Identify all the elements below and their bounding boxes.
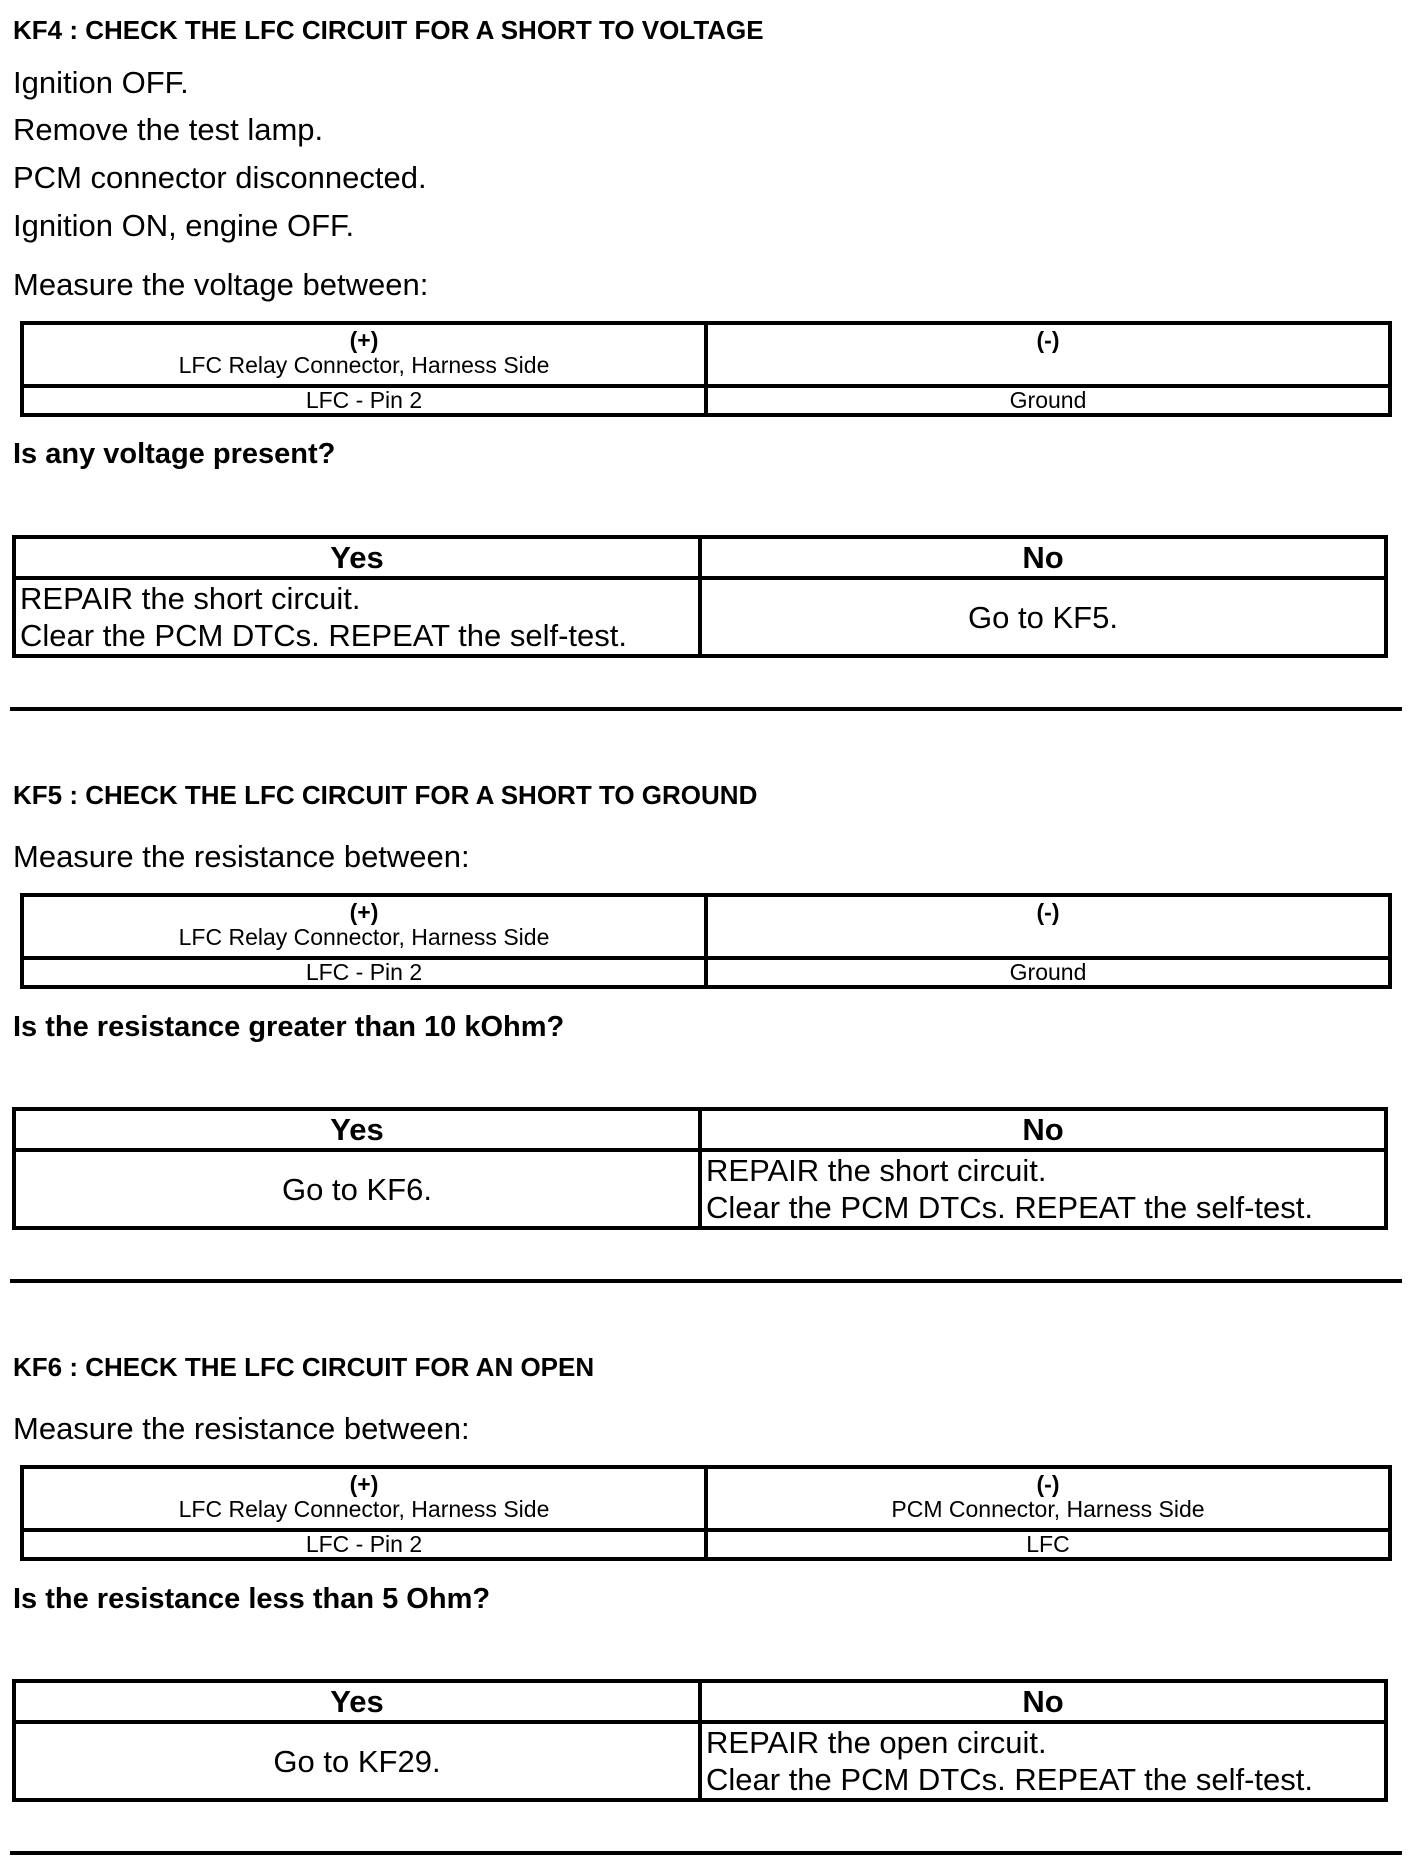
step-text: Ignition ON, engine OFF. bbox=[13, 208, 355, 243]
yes-result bbox=[14, 1150, 700, 1228]
positive-probe-header bbox=[22, 323, 706, 386]
negative-probe-header bbox=[706, 323, 1390, 386]
step-text: Remove the test lamp. bbox=[13, 112, 324, 147]
question-text: Is the resistance less than 5 Ohm? bbox=[13, 1583, 491, 1615]
positive-connector: LFC Relay Connector, Harness Side bbox=[178, 352, 550, 378]
section-divider bbox=[10, 1851, 1402, 1855]
question-text: Is any voltage present? bbox=[13, 438, 336, 470]
no-header: No bbox=[700, 1681, 1386, 1722]
result-line: Clear the PCM DTCs. REPEAT the self-test. bbox=[706, 1190, 1313, 1225]
yes-header: Yes bbox=[14, 1109, 700, 1150]
result-table bbox=[12, 1107, 1388, 1230]
positive-probe-header bbox=[22, 1467, 706, 1530]
result-line: REPAIR the short circuit. bbox=[20, 581, 361, 616]
measurement-table bbox=[20, 893, 1392, 989]
step-text: Ignition OFF. bbox=[13, 65, 189, 100]
negative-label: (-) bbox=[1036, 327, 1060, 353]
result-line: Go to KF29. bbox=[273, 1743, 441, 1779]
section-divider bbox=[10, 707, 1402, 711]
negative-pin: LFC bbox=[706, 1530, 1390, 1559]
no-result bbox=[700, 1722, 1386, 1800]
negative-label: (-) bbox=[1036, 1471, 1060, 1497]
result-line: REPAIR the open circuit. bbox=[706, 1725, 1047, 1760]
positive-connector: LFC Relay Connector, Harness Side bbox=[178, 1496, 550, 1522]
result-line: REPAIR the short circuit. bbox=[706, 1153, 1047, 1188]
negative-pin: Ground bbox=[706, 958, 1390, 987]
positive-label: (+) bbox=[349, 327, 379, 353]
result-line: Go to KF5. bbox=[968, 599, 1118, 635]
negative-label: (-) bbox=[1036, 899, 1060, 925]
result-line: Clear the PCM DTCs. REPEAT the self-test. bbox=[20, 618, 627, 653]
no-result bbox=[700, 578, 1386, 656]
measure-label: Measure the resistance between: bbox=[13, 839, 470, 874]
section-title-kf5: KF5 : CHECK THE LFC CIRCUIT FOR A SHORT TO GROUND bbox=[13, 780, 758, 810]
negative-pin: Ground bbox=[706, 386, 1390, 415]
no-header: No bbox=[700, 1109, 1386, 1150]
negative-probe-header bbox=[706, 1467, 1390, 1530]
section-title-kf6: KF6 : CHECK THE LFC CIRCUIT FOR AN OPEN bbox=[13, 1352, 595, 1382]
result-table bbox=[12, 535, 1388, 658]
positive-probe-header bbox=[22, 895, 706, 958]
no-result bbox=[700, 1150, 1386, 1228]
result-line: Clear the PCM DTCs. REPEAT the self-test. bbox=[706, 1762, 1313, 1797]
question-text: Is the resistance greater than 10 kOhm? bbox=[13, 1011, 565, 1043]
positive-label: (+) bbox=[349, 899, 379, 925]
yes-header: Yes bbox=[14, 537, 700, 578]
positive-pin: LFC - Pin 2 bbox=[22, 958, 706, 987]
measurement-table bbox=[20, 321, 1392, 417]
positive-pin: LFC - Pin 2 bbox=[22, 386, 706, 415]
measure-label: Measure the voltage between: bbox=[13, 267, 429, 302]
positive-connector: LFC Relay Connector, Harness Side bbox=[178, 924, 550, 950]
yes-header: Yes bbox=[14, 1681, 700, 1722]
yes-result bbox=[14, 1722, 700, 1800]
negative-probe-header bbox=[706, 895, 1390, 958]
section-title-kf4: KF4 : CHECK THE LFC CIRCUIT FOR A SHORT TO VOLTAGE bbox=[13, 15, 764, 45]
result-line: Go to KF6. bbox=[282, 1171, 432, 1207]
positive-pin: LFC - Pin 2 bbox=[22, 1530, 706, 1559]
yes-result bbox=[14, 578, 700, 656]
step-text: PCM connector disconnected. bbox=[13, 160, 427, 195]
no-header: No bbox=[700, 537, 1386, 578]
measurement-table bbox=[20, 1465, 1392, 1561]
negative-connector: PCM Connector, Harness Side bbox=[891, 1496, 1205, 1522]
measure-label: Measure the resistance between: bbox=[13, 1411, 470, 1446]
positive-label: (+) bbox=[349, 1471, 379, 1497]
section-divider bbox=[10, 1279, 1402, 1283]
result-table bbox=[12, 1679, 1388, 1802]
